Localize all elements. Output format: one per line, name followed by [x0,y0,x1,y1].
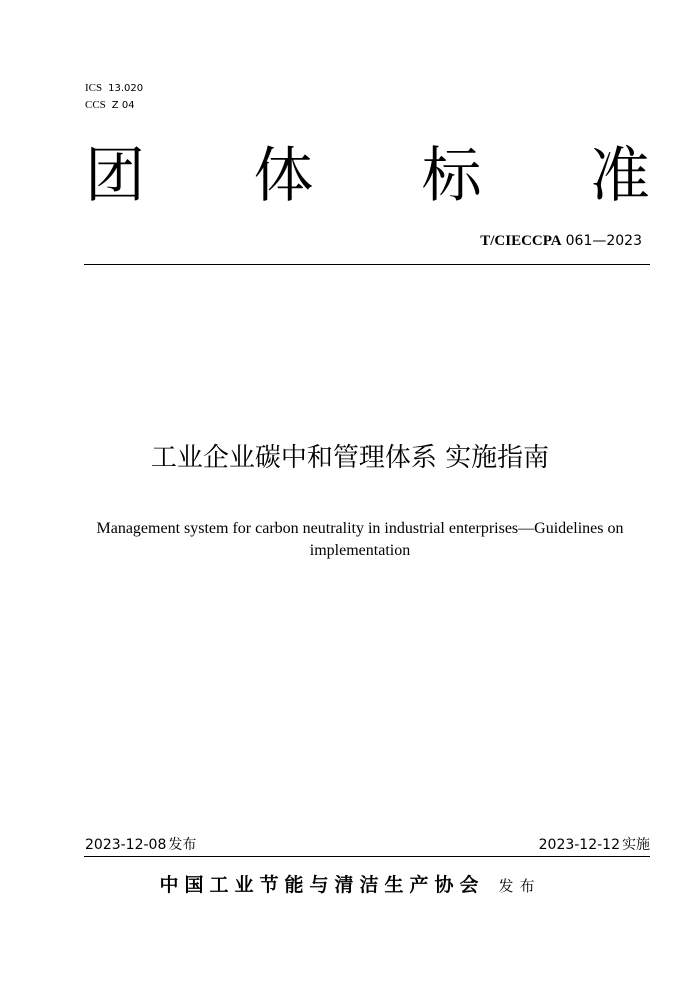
standard-type-heading [85,140,650,212]
standard-number-value: 061—2023 [565,233,642,249]
document-title-chinese: 工业企业碳中和管理体系 实施指南 [150,443,550,473]
ics-row [85,80,143,97]
ccs-row [85,97,143,114]
standard-type-char: 团 [85,141,145,211]
ics-code: 13.020 [108,83,144,94]
footer-divider [84,856,650,857]
implement-date: 2023-12-12 [538,837,620,853]
standard-number-prefix: T/CIECCPA [480,233,562,249]
ccs-label: CCS [85,99,106,111]
standard-type-char: 标 [421,141,482,211]
standard-number [480,230,642,251]
implement-label: 实施 [622,837,650,853]
classification-codes [85,80,143,114]
header-divider [84,264,650,265]
implement-date-block [539,836,650,854]
standard-type-char: 准 [589,141,650,211]
publisher-line [0,872,700,899]
ics-label: ICS [85,82,103,94]
publish-date: 2023-12-08 [85,837,167,853]
document-title-english: Management system for carbon neutrality in industrial enterprises—Guidelines on implementation [96,520,624,559]
publish-label: 发布 [168,837,197,853]
ccs-code: Z 04 [111,100,135,111]
publisher-organization: 中国工业节能与清洁生产协会 [159,874,485,896]
publish-date-block [85,836,196,854]
publisher-issue-label: 发布 [498,877,541,895]
standard-type-char: 体 [253,141,314,211]
